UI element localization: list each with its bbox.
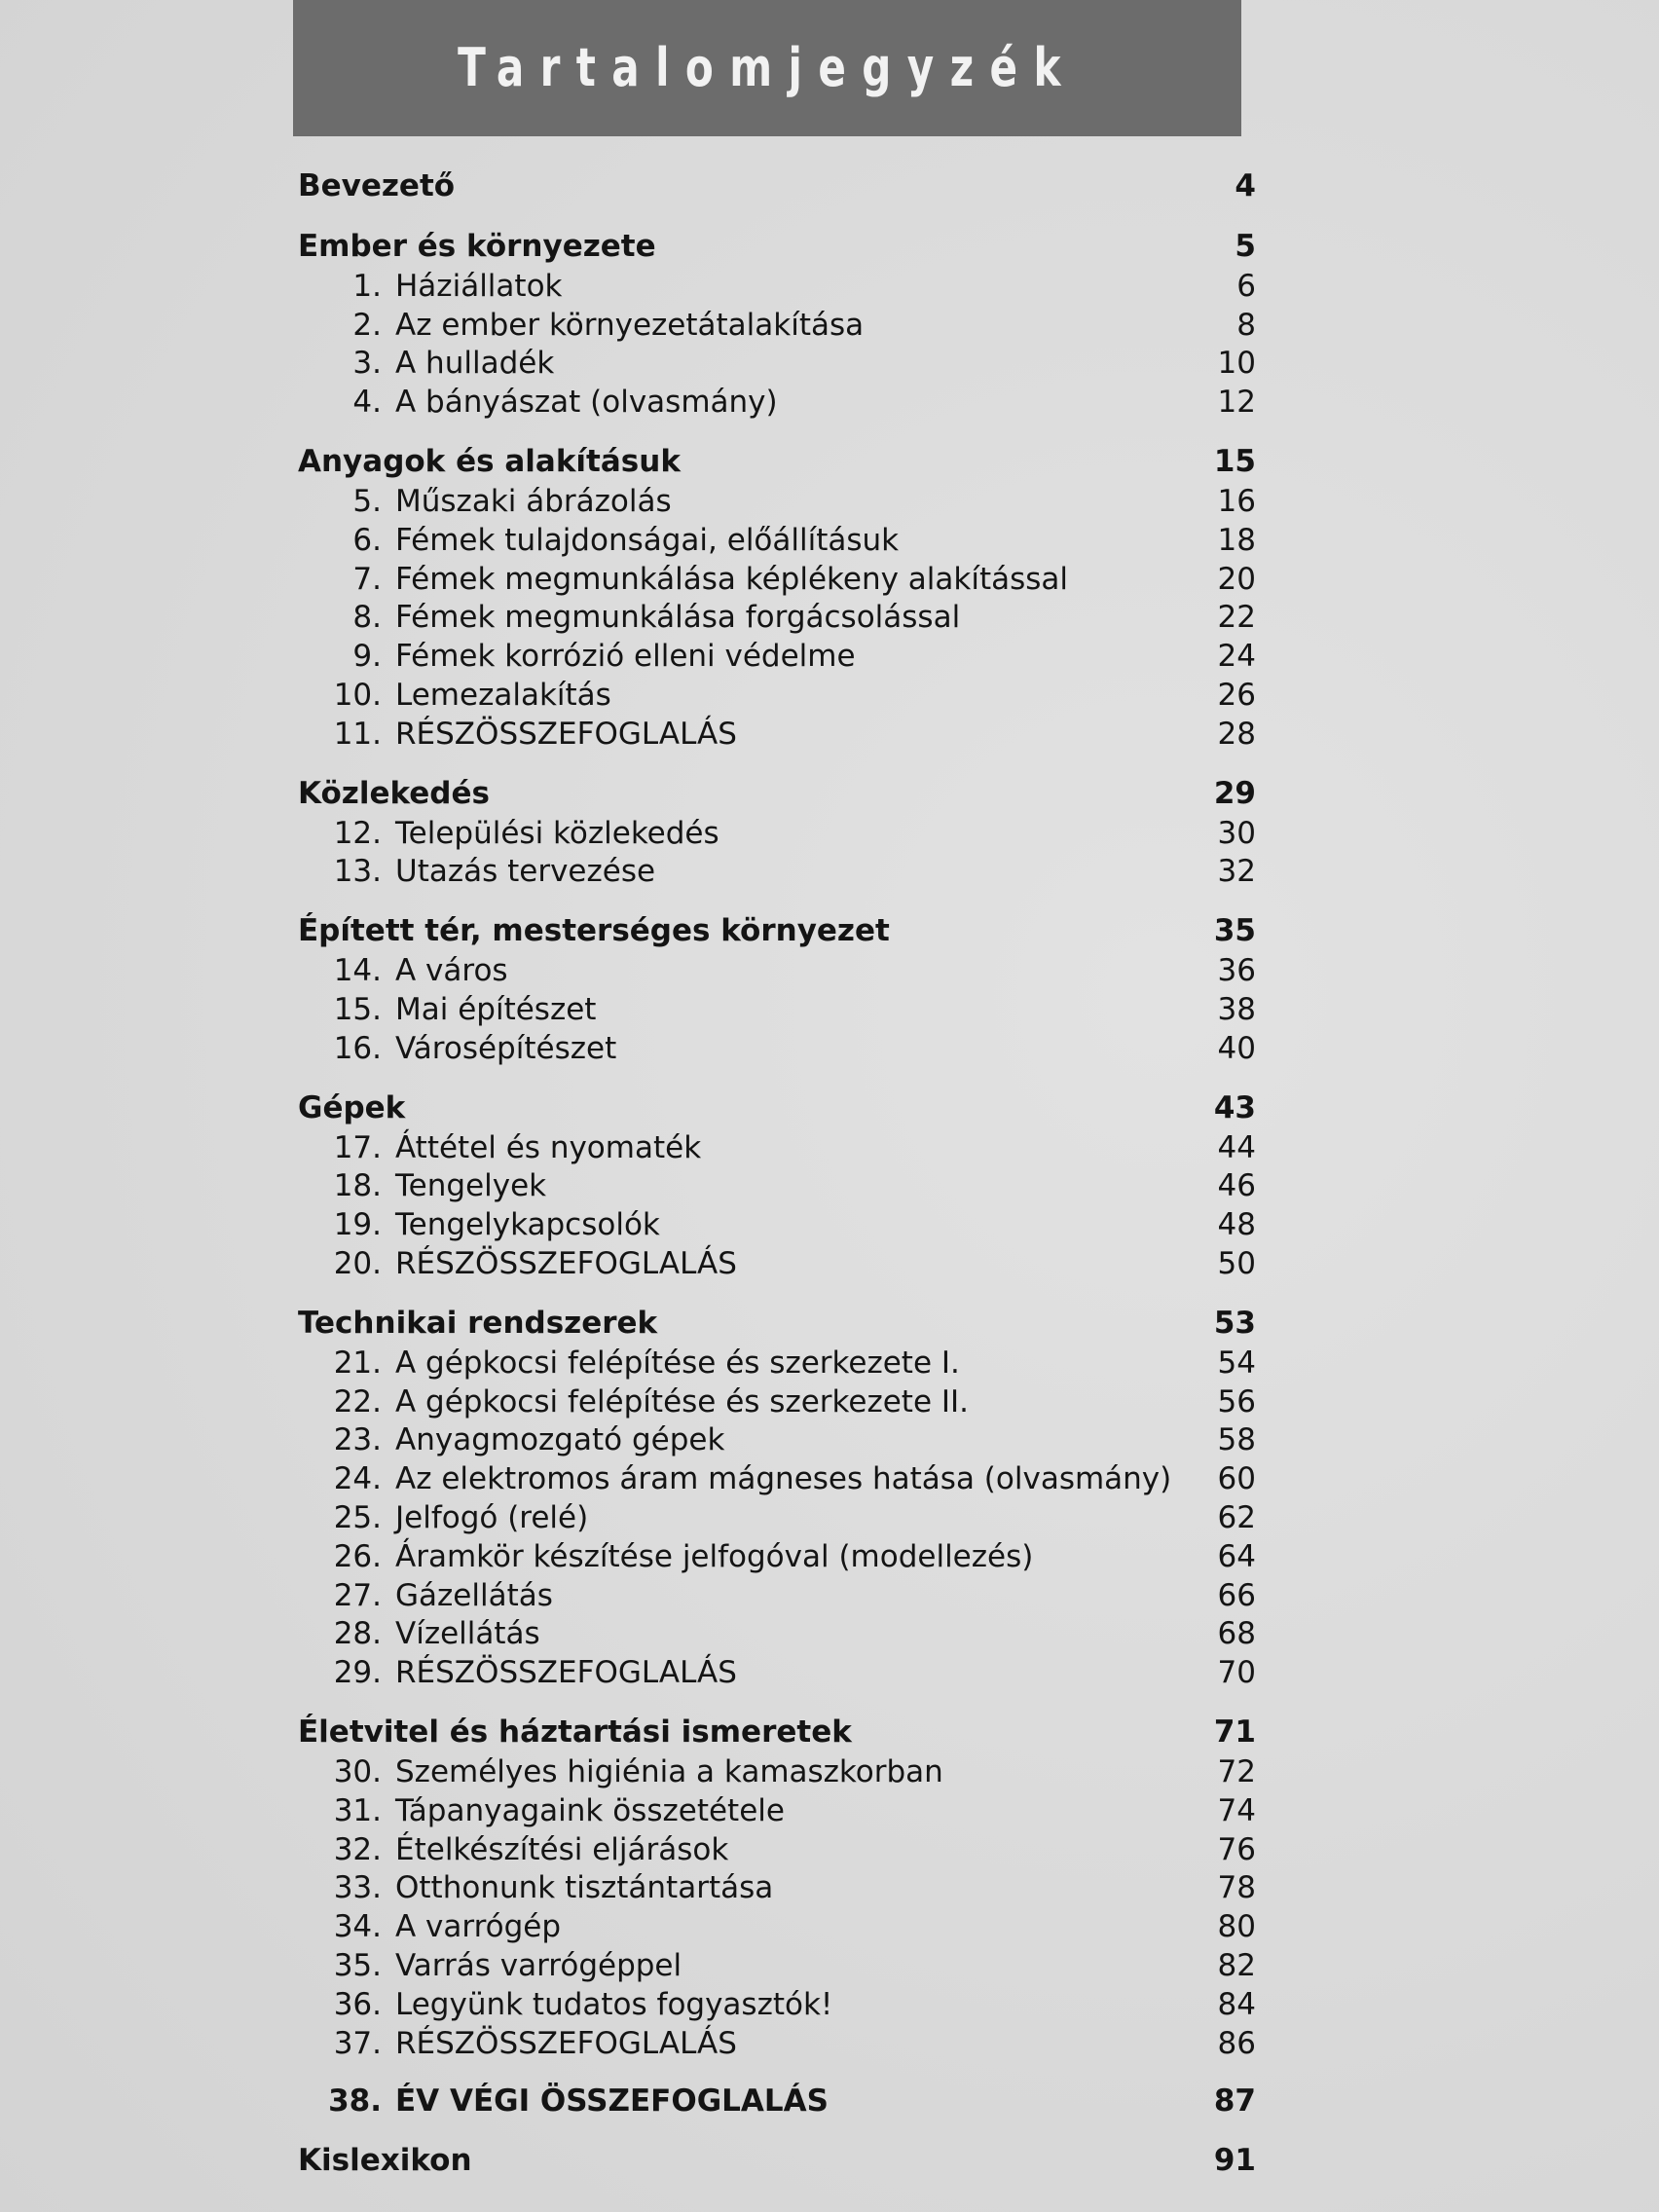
toc-entry-page: 72: [1217, 1754, 1256, 1789]
toc-entry[interactable]: [292, 951, 1256, 990]
toc-entry-page: 46: [1217, 1168, 1256, 1204]
toc-entry[interactable]: [292, 1244, 1256, 1283]
toc-entry-title: A hulladék: [395, 346, 555, 382]
toc-entry-number: 35.: [333, 1947, 382, 1983]
toc-section-title: Közlekedés: [298, 775, 490, 811]
toc-entry-number: 34.: [333, 1909, 382, 1945]
toc-entry-title: A város: [395, 953, 508, 989]
toc-entry-page: 40: [1217, 1030, 1256, 1066]
toc-entry-title: A gépkocsi felépítése és szerkezete II.: [395, 1383, 970, 1419]
toc-entry[interactable]: [292, 1167, 1256, 1206]
toc-entry[interactable]: [292, 482, 1256, 521]
toc-entry[interactable]: [292, 345, 1256, 384]
toc-section-title: Ember és környezete: [298, 229, 656, 264]
toc-entry-page: 44: [1217, 1129, 1256, 1165]
toc-entry-number: 36.: [333, 1986, 382, 2022]
toc-entry-title: Települési közlekedés: [395, 815, 719, 851]
toc-entry-title: Fémek tulajdonságai, előállításuk: [395, 522, 900, 558]
toc-entry-page: 10: [1217, 346, 1256, 382]
toc-entry-title: A gépkocsi felépítése és szerkezete I.: [395, 1345, 960, 1381]
toc-entry-number: 29.: [333, 1655, 382, 1691]
toc-entry-page: 6: [1236, 268, 1256, 304]
toc-entry-number: 15.: [333, 992, 382, 1028]
toc-entry[interactable]: [292, 676, 1256, 715]
toc-entry[interactable]: [292, 1128, 1256, 1167]
toc-entry-title: Városépítészet: [395, 1030, 617, 1066]
toc-section-title: Gépek: [298, 1089, 406, 1125]
toc-entry-number: 19.: [333, 1207, 382, 1243]
toc-entry-page: 8: [1236, 307, 1256, 343]
toc-entry-number: 1.: [352, 268, 382, 304]
toc-entry-number: 5.: [352, 484, 382, 520]
toc-entry-page: 80: [1217, 1909, 1256, 1945]
toc-entry-number: 9.: [352, 639, 382, 675]
toc-final-review-title: ÉV VÉGI ÖSSZEFOGLALÁS: [395, 2083, 829, 2120]
toc-entry-number: 24.: [333, 1461, 382, 1497]
toc-section-heading[interactable]: [292, 441, 1256, 482]
toc-sections: [292, 206, 1256, 2062]
toc-entry-page: 12: [1217, 385, 1256, 421]
toc-entry-title: Háziállatok: [395, 268, 563, 304]
toc-entry[interactable]: [292, 1653, 1256, 1692]
toc-entry-title: Legyünk tudatos fogyasztók!: [395, 1986, 833, 2022]
toc-entry-page: 20: [1217, 561, 1256, 597]
toc-entry[interactable]: [292, 853, 1256, 892]
toc-entry-number: 32.: [333, 1831, 382, 1867]
toc-entry-page: 24: [1217, 639, 1256, 675]
toc-entry[interactable]: [292, 1459, 1256, 1498]
toc-entry-title: Utazás tervezése: [395, 854, 656, 890]
toc-section-title: Épített tér, mesterséges környezet: [298, 913, 890, 949]
toc-entry-page: 58: [1217, 1422, 1256, 1458]
toc-entry[interactable]: [292, 1791, 1256, 1830]
toc-entry[interactable]: [292, 1615, 1256, 1654]
toc-entry[interactable]: [292, 383, 1256, 422]
toc-glossary-title: Kislexikon: [298, 2143, 472, 2179]
toc-entry[interactable]: [292, 1907, 1256, 1946]
toc-entry-page: 28: [1217, 716, 1256, 752]
toc-entry-title: Az ember környezetátalakítása: [395, 307, 865, 343]
toc-entry-number: 14.: [333, 953, 382, 989]
toc-final-review-num: 38.: [328, 2083, 382, 2120]
toc-entry-title: Fémek megmunkálása képlékeny alakítással: [395, 561, 1069, 597]
toc-entry[interactable]: [292, 1382, 1256, 1421]
toc-entry-number: 33.: [333, 1870, 382, 1906]
toc-entry[interactable]: [292, 1344, 1256, 1382]
toc-entry-page: 36: [1217, 953, 1256, 989]
toc-final-review-page: 87: [1213, 2083, 1256, 2120]
toc-entry-page: 30: [1217, 815, 1256, 851]
toc-entry-number: 26.: [333, 1538, 382, 1574]
toc-section-heading[interactable]: [292, 226, 1256, 267]
toc-entry-number: 23.: [333, 1422, 382, 1458]
toc-entry-page: 68: [1217, 1616, 1256, 1652]
toc-entry-number: 27.: [333, 1577, 382, 1613]
toc-entry[interactable]: [292, 560, 1256, 599]
toc-entry[interactable]: [292, 715, 1256, 754]
toc-entry[interactable]: [292, 1421, 1256, 1460]
toc-entry-number: 13.: [333, 854, 382, 890]
toc-section-page: 71: [1213, 1714, 1256, 1751]
toc-section-page: 15: [1213, 444, 1256, 480]
toc-entry[interactable]: [292, 521, 1256, 560]
toc-entry[interactable]: [292, 1985, 1256, 2024]
toc-entry-title: Tápanyagaink összetétele: [395, 1792, 785, 1828]
toc-entry-page: 82: [1217, 1947, 1256, 1983]
toc-entry-title: RÉSZÖSSZEFOGLALÁS: [395, 1246, 737, 1282]
toc-entry-page: 66: [1217, 1577, 1256, 1613]
toc-entry-number: 2.: [352, 307, 382, 343]
toc-entry-number: 31.: [333, 1792, 382, 1828]
toc-entry-number: 22.: [333, 1383, 382, 1419]
toc-final-review[interactable]: [292, 2082, 1256, 2120]
toc-entry[interactable]: [292, 599, 1256, 638]
toc-entry-number: 37.: [333, 2025, 382, 2061]
toc-entry-number: 4.: [352, 385, 382, 421]
toc-glossary[interactable]: [292, 2140, 1256, 2181]
toc-intro-page: 4: [1235, 168, 1256, 203]
toc-intro-title: Bevezető: [298, 168, 456, 203]
toc-entry-page: 26: [1217, 678, 1256, 714]
toc-entry-title: Műszaki ábrázolás: [395, 484, 672, 520]
toc-entry-number: 17.: [333, 1129, 382, 1165]
toc-entry[interactable]: [292, 1205, 1256, 1244]
toc-entry-page: 60: [1217, 1461, 1256, 1497]
toc-section-heading[interactable]: [292, 1088, 1256, 1128]
toc-entry[interactable]: [292, 1946, 1256, 1985]
header-band: [293, 0, 1241, 136]
toc-section-heading[interactable]: [292, 1712, 1256, 1752]
toc-section-title: Anyagok és alakításuk: [298, 444, 681, 480]
toc-entry-title: Áttétel és nyomaték: [395, 1129, 702, 1165]
toc-entry[interactable]: [292, 637, 1256, 676]
toc-entry-title: Áramkör készítése jelfogóval (modellezés): [395, 1538, 1034, 1574]
toc-entry-page: 50: [1217, 1246, 1256, 1282]
toc-section-title: Technikai rendszerek: [298, 1305, 658, 1341]
toc-entry-title: Mai építészet: [395, 992, 597, 1028]
toc-section-page: 5: [1235, 229, 1256, 264]
toc-entry-number: 6.: [352, 522, 382, 558]
toc-entry-title: A varrógép: [395, 1909, 562, 1945]
toc-entry-page: 22: [1217, 600, 1256, 636]
toc-entry-page: 62: [1217, 1500, 1256, 1536]
toc-entry-number: 16.: [333, 1030, 382, 1066]
toc-entry[interactable]: [292, 1029, 1256, 1068]
toc-entry[interactable]: [292, 1576, 1256, 1615]
toc-entry-number: 12.: [333, 815, 382, 851]
toc-entry-title: Tengelyek: [395, 1168, 547, 1204]
toc-section-heading[interactable]: [292, 773, 1256, 814]
toc-entry[interactable]: [292, 990, 1256, 1029]
toc-section-heading[interactable]: [292, 1303, 1256, 1344]
toc-entry-title: Az elektromos áram mágneses hatása (olvasmány): [395, 1461, 1172, 1497]
toc-entry-title: RÉSZÖSSZEFOGLALÁS: [395, 716, 737, 752]
toc-entry-title: Varrás varrógéppel: [395, 1947, 682, 1983]
toc-entry-page: 38: [1217, 992, 1256, 1028]
toc-entry-title: Jelfogó (relé): [395, 1500, 589, 1536]
toc-entry[interactable]: [292, 1830, 1256, 1869]
toc-entry-title: RÉSZÖSSZEFOGLALÁS: [395, 1655, 737, 1691]
toc-entry-page: 16: [1217, 484, 1256, 520]
toc-entry-title: Fémek korrózió elleni védelme: [395, 639, 856, 675]
toc-entry-page: 64: [1217, 1538, 1256, 1574]
toc-entry-page: 32: [1217, 854, 1256, 890]
toc-entry-number: 25.: [333, 1500, 382, 1536]
toc-entry-page: 74: [1217, 1792, 1256, 1828]
toc-entry-title: Otthonunk tisztántartása: [395, 1870, 774, 1906]
toc-intro[interactable]: [292, 166, 1256, 206]
toc-entry[interactable]: [292, 1752, 1256, 1791]
toc-entry-title: Anyagmozgató gépek: [395, 1422, 725, 1458]
page-title: Tartalomjegyzék: [458, 37, 1077, 98]
toc-entry[interactable]: [292, 267, 1256, 306]
toc-entry-page: 76: [1217, 1831, 1256, 1867]
toc-entry-number: 8.: [352, 600, 382, 636]
toc-entry-title: Fémek megmunkálása forgácsolással: [395, 600, 961, 636]
toc-section-page: 43: [1213, 1089, 1256, 1125]
toc-entry-title: Tengelykapcsolók: [395, 1207, 660, 1243]
toc-entry-title: Vízellátás: [395, 1616, 540, 1652]
toc-entry[interactable]: [292, 2024, 1256, 2063]
toc-entry-page: 56: [1217, 1383, 1256, 1419]
toc-entry-number: 10.: [333, 678, 382, 714]
toc-entry-page: 86: [1217, 2025, 1256, 2061]
toc-entry-number: 30.: [333, 1754, 382, 1789]
table-of-contents: [292, 166, 1256, 2181]
toc-section-heading[interactable]: [292, 910, 1256, 951]
toc-section-page: 35: [1213, 913, 1256, 949]
toc-entry[interactable]: [292, 306, 1256, 345]
toc-section-title: Életvitel és háztartási ismeretek: [298, 1714, 852, 1751]
toc-entry-page: 70: [1217, 1655, 1256, 1691]
toc-entry[interactable]: [292, 1498, 1256, 1537]
toc-entry[interactable]: [292, 1869, 1256, 1908]
toc-entry-page: 54: [1217, 1345, 1256, 1381]
toc-entry-title: Lemezalakítás: [395, 678, 611, 714]
toc-entry[interactable]: [292, 814, 1256, 853]
toc-entry-title: Ételkészítési eljárások: [395, 1831, 729, 1867]
toc-entry-number: 21.: [333, 1345, 382, 1381]
toc-entry-number: 11.: [333, 716, 382, 752]
toc-entry-number: 28.: [333, 1616, 382, 1652]
toc-entry-title: A bányászat (olvasmány): [395, 385, 778, 421]
toc-entry-title: Személyes higiénia a kamaszkorban: [395, 1754, 943, 1789]
toc-entry[interactable]: [292, 1537, 1256, 1576]
toc-entry-number: 7.: [352, 561, 382, 597]
toc-entry-number: 20.: [333, 1246, 382, 1282]
toc-entry-number: 18.: [333, 1168, 382, 1204]
toc-entry-page: 78: [1217, 1870, 1256, 1906]
toc-section-page: 53: [1213, 1305, 1256, 1341]
toc-entry-page: 84: [1217, 1986, 1256, 2022]
toc-entry-title: RÉSZÖSSZEFOGLALÁS: [395, 2025, 737, 2061]
toc-section-page: 29: [1213, 775, 1256, 811]
toc-entry-page: 48: [1217, 1207, 1256, 1243]
toc-entry-title: Gázellátás: [395, 1577, 553, 1613]
toc-glossary-page: 91: [1213, 2143, 1256, 2179]
toc-entry-page: 18: [1217, 522, 1256, 558]
toc-entry-number: 3.: [352, 346, 382, 382]
